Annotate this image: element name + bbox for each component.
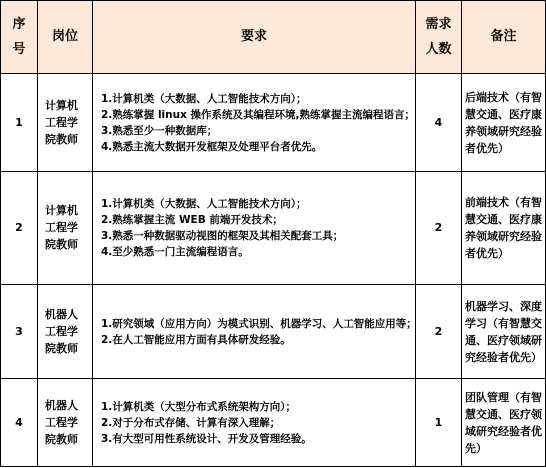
row-num: 2 — [416, 285, 462, 379]
requirement-item: 2.熟练掌握主流 WEB 前端开发技术； — [101, 214, 283, 226]
row-requirements — [93, 379, 416, 467]
requirement-item: 2.在人工智能应用方面有具体研发经验。 — [101, 333, 291, 346]
row-post: 计算机工程学院教师 — [38, 74, 93, 172]
header-row — [1, 1, 546, 74]
row-requirements — [93, 285, 416, 379]
row-requirements — [93, 172, 416, 285]
requirement-item: 3.有大型可用性系统设计、开发及管理经验。 — [101, 432, 312, 445]
row-note: 机器学习、深度学习（有智慧交通、医疗领域研究经验者优先） — [462, 285, 546, 379]
header-note: 备注 — [462, 1, 546, 74]
requirement-item: 4.至少熟悉一门主流编程语言。 — [101, 246, 249, 258]
requirement-item: 4.熟悉主流大数据开发框架及处理平台者优先。 — [101, 140, 323, 153]
requirement-item: 1.计算机类（大数据、人工智能技术方向）； — [101, 198, 307, 210]
requirement-item: 2.对于分布式存储、计算有深入理解； — [101, 416, 281, 429]
header-req: 要求 — [93, 1, 416, 74]
requirement-item: 3.熟悉至少一种数据库； — [101, 124, 218, 137]
row-note: 团队管理（有智慧交通、医疗领域研究经验者优先） — [462, 379, 546, 467]
row-note: 后端技术（有智慧交通、医疗康养领域研究经验者优先） — [462, 74, 546, 172]
header-no: 序号 — [1, 1, 38, 74]
requirement-item: 3.熟悉一种数据驱动视图的框架及其相关配套工具； — [101, 230, 344, 242]
table-row — [1, 285, 546, 379]
row-no: 3 — [1, 285, 38, 379]
row-no: 2 — [1, 172, 38, 285]
row-post: 机器人工程学院教师 — [38, 379, 93, 467]
requirement-item: 2.熟练掌握 linux 操作系统及其编程环境,熟练掌握主流编程语言； — [101, 108, 416, 121]
row-no: 1 — [1, 74, 38, 172]
row-num: 2 — [416, 172, 462, 285]
requirement-item: 1.计算机类（大型分布式系统架构方向）； — [101, 400, 297, 413]
requirement-item: 1.研究领域（应用方向）为模式识别、机器学习、人工智能应用等； — [101, 317, 417, 330]
header-num: 需求人数 — [416, 1, 462, 74]
row-requirements — [93, 74, 416, 172]
row-num: 4 — [416, 74, 462, 172]
row-post: 计算机工程学院教师 — [38, 172, 93, 285]
row-num: 1 — [416, 379, 462, 467]
row-post: 机器人工程学院教师 — [38, 285, 93, 379]
table-row — [1, 172, 546, 285]
row-note: 前端技术（有智慧交通、医疗康养领域研究经验者优先） — [462, 172, 546, 285]
table-row — [1, 74, 546, 172]
row-no: 4 — [1, 379, 38, 467]
requirement-item: 1.计算机类（大数据、人工智能技术方向）； — [101, 92, 307, 105]
table-row — [1, 379, 546, 467]
header-post: 岗位 — [38, 1, 93, 74]
